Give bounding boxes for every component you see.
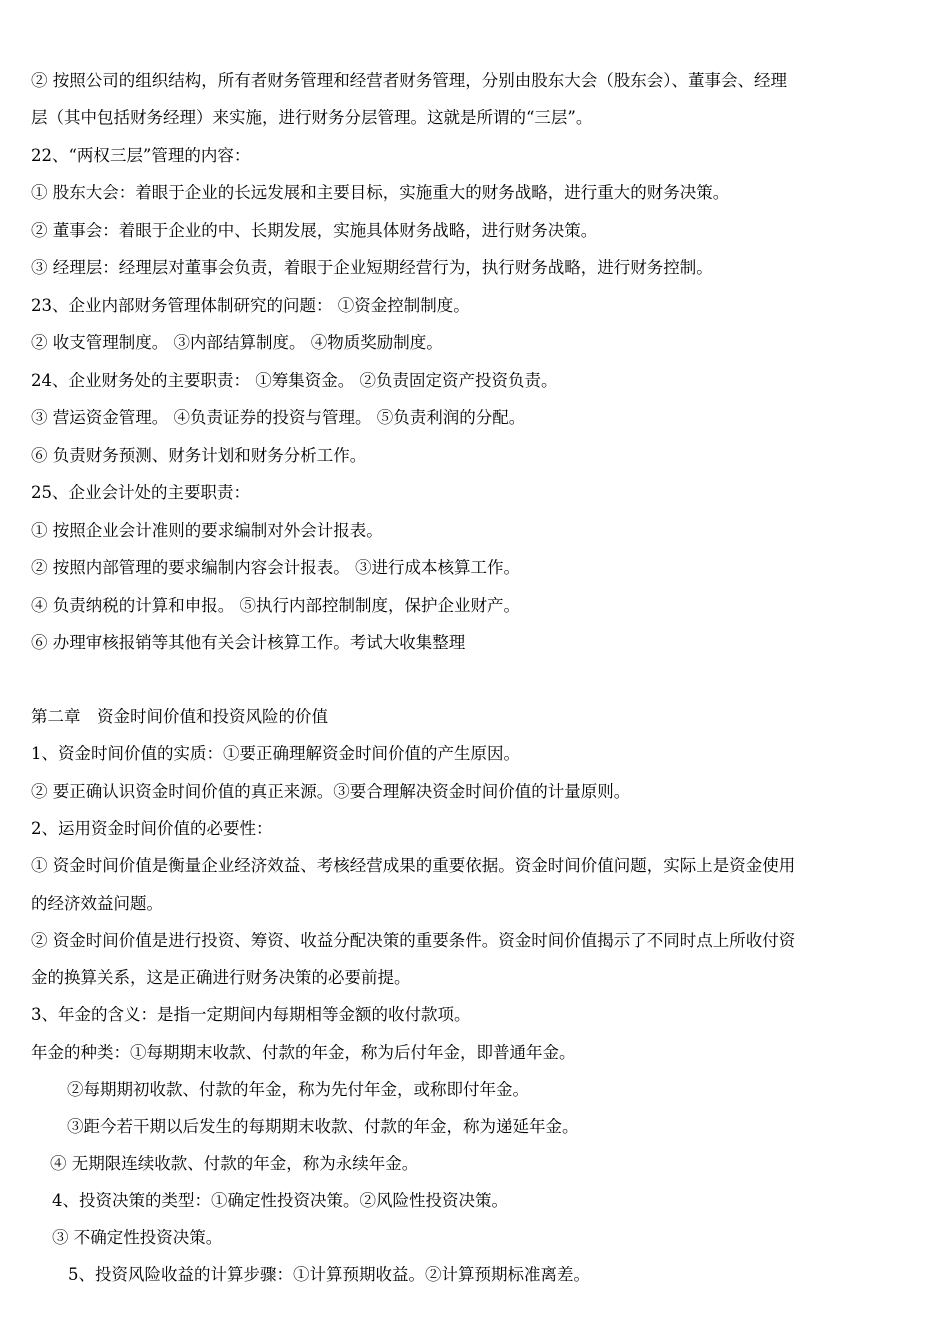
text-line: ③距今若干期以后发生的每期期末收款、付款的年金，称为递延年金。 <box>67 1117 579 1136</box>
text-line: ④ 无期限连续收款、付款的年金，称为永续年金。 <box>50 1154 419 1173</box>
section-heading: 22、“两权三层”管理的内容： <box>31 146 251 165</box>
text-line: ② 董事会：着眼于企业的中、长期发展，实施具体财务战略，进行财务决策。 <box>31 221 598 240</box>
section-heading: 23、企业内部财务管理体制研究的问题： ①资金控制制度。 <box>31 296 470 315</box>
text-line: ③ 营运资金管理。 ④负责证券的投资与管理。 ⑤负责利润的分配。 <box>31 408 526 427</box>
section-heading: 5、投资风险收益的计算步骤：①计算预期收益。②计算预期标准离差。 <box>68 1265 590 1284</box>
chapter-title: 第二章 资金时间价值和投资风险的价值 <box>31 707 328 726</box>
text-line: ④ 负责纳税的计算和申报。 ⑤执行内部控制制度，保护企业财产。 <box>31 596 520 615</box>
text-line: 层（其中包括财务经理）来实施，进行财务分层管理。这就是所谓的“三层”。 <box>31 108 593 127</box>
section-heading: 25、企业会计处的主要职责： <box>31 483 250 502</box>
text-line: ① 按照企业会计准则的要求编制对外会计报表。 <box>31 521 383 540</box>
text-line: ② 按照内部管理的要求编制内容会计报表。 ③进行成本核算工作。 <box>31 558 520 577</box>
text-line: ① 资金时间价值是衡量企业经济效益、考核经营成果的重要依据。资金时间价值问题，实际上是资金使用 <box>31 856 796 875</box>
text-line: 年金的种类：①每期期末收款、付款的年金，称为后付年金，即普通年金。 <box>31 1043 576 1062</box>
text-line: 的经济效益问题。 <box>31 894 163 913</box>
text-line: ②每期期初收款、付款的年金，称为先付年金，或称即付年金。 <box>67 1080 529 1099</box>
text-line: ② 按照公司的组织结构，所有者财务管理和经营者财务管理，分别由股东大会（股东会）、董事会、经理 <box>31 71 787 90</box>
text-line: ③ 不确定性投资决策。 <box>52 1228 223 1247</box>
text-line: ② 资金时间价值是进行投资、筹资、收益分配决策的重要条件。资金时间价值揭示了不同时点上所收付资 <box>31 931 796 950</box>
section-heading: 2、运用资金时间价值的必要性： <box>31 819 273 838</box>
section-heading: 1、资金时间价值的实质：①要正确理解资金时间价值的产生原因。 <box>31 744 520 763</box>
section-heading: 4、投资决策的类型：①确定性投资决策。②风险性投资决策。 <box>52 1191 508 1210</box>
text-line: 金的换算关系，这是正确进行财务决策的必要前提。 <box>31 968 411 987</box>
text-line: ⑥ 负责财务预测、财务计划和财务分析工作。 <box>31 446 367 465</box>
text-line: ⑥ 办理审核报销等其他有关会计核算工作。考试大收集整理 <box>31 633 466 652</box>
text-line: ② 收支管理制度。 ③内部结算制度。 ④物质奖励制度。 <box>31 333 443 352</box>
text-line: ③ 经理层：经理层对董事会负责，着眼于企业短期经营行为，执行财务战略，进行财务控制。 <box>31 258 713 277</box>
text-line: ② 要正确认识资金时间价值的真正来源。③要合理解决资金时间价值的计量原则。 <box>31 782 631 801</box>
text-line: ① 股东大会：着眼于企业的长远发展和主要目标，实施重大的财务战略，进行重大的财务决策。 <box>31 183 730 202</box>
section-heading: 24、企业财务处的主要职责： ①筹集资金。 ②负责固定资产投资负责。 <box>31 371 558 390</box>
section-heading: 3、年金的含义：是指一定期间内每期相等金额的收付款项。 <box>31 1005 471 1024</box>
